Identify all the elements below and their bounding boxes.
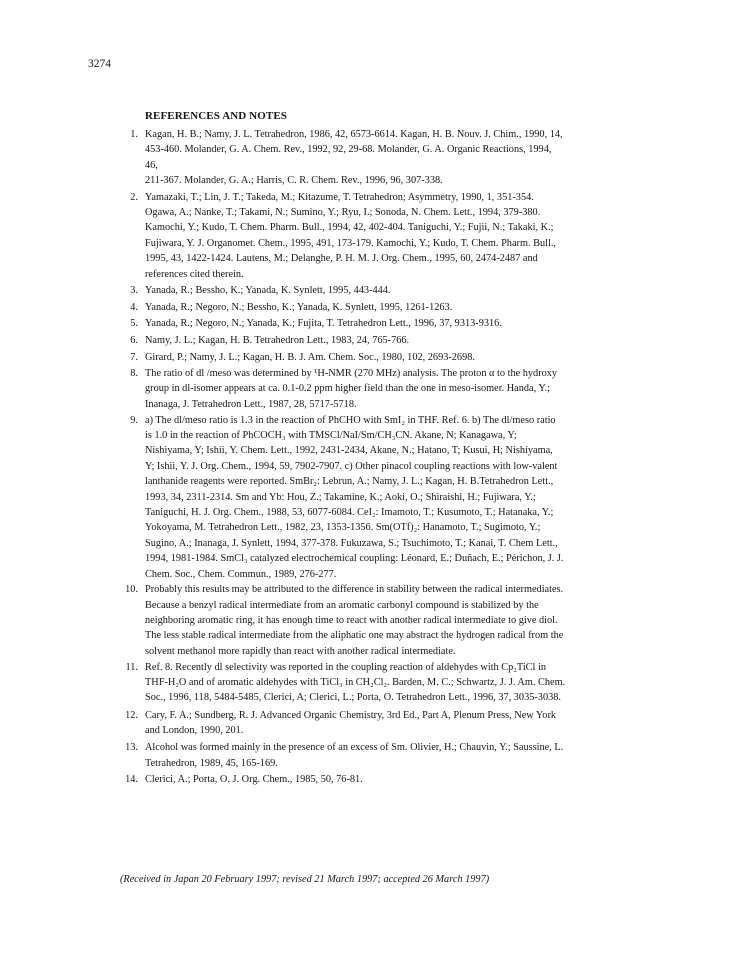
- reference-text: Ref. 8. Recently dl selectivity was reported in the coupling reaction of aldehydes with Cp₂TiCl in THF-H₂O and of aromatic aldehydes with TiCl₃ in CH₂Cl₂. Barden, M. C.; Schwartz, J. J. Am. Chem. Soc., 1996, 118, 5484-5485, Clerici, A; Clerici, L.; Porta, O. Tetrahedron Lett., 1996, 37, 3035-3038.: [145, 661, 566, 704]
- reference-item: [118, 316, 678, 331]
- reference-text: a) The dl/meso ratio is 1.3 in the reaction of PhCHO with SmI₂ in THF. Ref. 6. b) The dl/meso ratio is 1.0 in the reaction of PhCOCH₃ with TMSCl/NaI/Sm/CH₃CN. Akane, N; Kanagawa, Y; Nishiyama, Y; Ishii, Y. Chem. Lett., 1992, 2431-2434, Akane, N.; Hatano, T; Kusui, H; Nishiyama, Y; Ishii, Y. J. Org. Chem., 1994, 59, 7902-7907. c) Other pinacol coupling reactions with low-valent lanthanide reagents were reported. SmBr₂: Lebrun, A.; Namy, J. L.; Kagan, H. B.Tetrahedron Lett., 1993, 34, 2311-2314. Sm and Yb: Hou, Z.; Takamine, K.; Aoki, O.; Shiraishi, H.; Fujiwara, Y.; Taniguchi, H. J. Org. Chem., 1988, 53, 6077-6084. CeI₂: Imamoto, T.; Kusumoto, T.; Hatanaka, Y.; Yokoyama, M. Tetrahedron Lett., 1982, 23, 1353-1356. Sm(OTf)₂: Hanamoto, T.; Sugimoto, Y.; Sugino, A.; Inanaga, J. Synlett, 1994, 377-378. Fukuzawa, S.; Tsuchimoto, T.; Kanai, T. Chem Lett., 1994, 1981-1984. SmCl₃ catalyzed electrochemical coupling: Léonard, E.; Duñach, E.; Périchon, J. J. Chem. Soc., Chem. Commun., 1989, 276-277.: [145, 414, 564, 580]
- reference-number: 1.: [130, 129, 138, 140]
- reference-number: 5.: [130, 318, 138, 330]
- references-heading: REFERENCES AND NOTES: [145, 110, 287, 122]
- reference-text: Yanada, R.; Negoro, N.; Bessho, K.; Yanada, K. Synlett, 1995, 1261-1263.: [145, 301, 453, 313]
- reference-item: [118, 366, 678, 412]
- reference-text: Girard, P.; Namy, J. L.; Kagan, H. B. J. Am. Chem. Soc., 1980, 102, 2693-2698.: [145, 351, 475, 363]
- reference-text: Yanada, R.; Negoro, N.; Yanada, K.; Fujita, T. Tetrahedron Lett., 1996, 37, 9313-9316.: [145, 318, 502, 330]
- page-number: 3274: [88, 58, 111, 70]
- reference-number: 9.: [130, 414, 138, 426]
- reference-number: 11.: [125, 661, 138, 673]
- reference-item: [118, 300, 678, 315]
- reference-text: Namy, J. L.; Kagan, H. B. Tetrahedron Lett., 1983, 24, 765-766.: [145, 335, 410, 347]
- received-dates: (Received in Japan 20 February 1997; revised 21 March 1997; accepted 26 March 1997): [120, 874, 490, 885]
- reference-number: 6.: [130, 335, 138, 347]
- reference-text: Yamazaki, T.; Lin, J. T.; Takeda, M.; Kitazume, T. Tetrahedron; Asymmetry, 1990, 1, 351-354. Ogawa, A.; Nanke, T.; Takami, N.; Sumino, Y.; Ryu, I.; Sonoda, N. Chem. Lett., 1994, 379-380. Kamochi, Y.; Kudo, T. Chem. Pharm. Bull., 1994, 42, 402-404. Taniguchi, Y.; Fujii, N.; Takaki, K.; Fujiwara, Y. J. Organomet. Chem., 1995, 491, 173-179. Kamochi, Y.; Kudo, T. Chem. Pharm. Bull., 1995, 43, 1422-1424. Lautens, M.; Delanghe, P. H. M. J. Org. Chem., 1995, 60, 2474-2487 and references cited therein.: [145, 191, 556, 280]
- reference-text: The ratio of dl /meso was determined by ¹H-NMR (270 MHz) analysis. The proton α to the hydroxy group in dl-isomer appears at ca. 0.1-0.2 ppm higher field than the one in meso-isomer. Handa, Y.; Inanaga, J. Tetrahedron Lett., 1987, 28, 5717-5718.: [145, 367, 558, 410]
- reference-item: [118, 582, 678, 659]
- reference-item: [118, 190, 678, 282]
- reference-item: [118, 708, 678, 739]
- reference-number: 10.: [125, 584, 138, 596]
- reference-text: Clerici, A.; Porta, O. J. Org. Chem., 1985, 50, 76-81.: [145, 774, 363, 786]
- reference-number: 12.: [125, 709, 138, 721]
- reference-number: 2.: [130, 191, 138, 203]
- reference-number: 3.: [130, 285, 138, 297]
- reference-item: [118, 127, 678, 189]
- reference-text: Alcohol was formed mainly in the presence of an excess of Sm. Olivier, H.; Chauvin, Y.; Saussine, L. Tetrahedron, 1989, 45, 165-169.: [145, 742, 564, 769]
- reference-number: 7.: [130, 351, 138, 363]
- reference-item: [118, 740, 678, 771]
- reference-number: 14.: [125, 774, 138, 786]
- reference-number: 4.: [130, 301, 138, 313]
- reference-item: [118, 350, 678, 365]
- reference-text: Yanada, R.; Bessho, K.; Yanada, K. Synlett, 1995, 443-444.: [145, 285, 391, 297]
- reference-item: [118, 660, 678, 706]
- reference-text: Kagan, H. B.; Namy, J. L. Tetrahedron, 1986, 42, 6573-6614. Kagan, H. B. Nouv. J. Chim., 1990, 14, 453-460. Molander, G. A. Chem. Rev., 1992, 92, 29-68. Molander, G. A. Organic Reactions, 1994, 46, 211-367. Molander, G. A.; Harris, C. R. Chem. Rev., 1996, 96, 307-338.: [145, 129, 563, 187]
- references-list: [118, 127, 678, 788]
- reference-item: [118, 772, 678, 787]
- reference-item: [118, 283, 678, 298]
- reference-number: 8.: [130, 367, 138, 379]
- reference-item: [118, 333, 678, 348]
- reference-item: [118, 413, 678, 582]
- reference-text: Probably this results may be attributed to the difference in stability between the radical intermediates. Because a benzyl radical intermediate from an aromatic carbonyl compound is stabilized by the neighboring aromatic ring, it has enough time to react with another radical intermediate to give diol. The less stable radical intermediate from the aliphatic one may abstract the hydrogen radical from the solvent methanol more rapidly than react with another radical intermediate.: [145, 584, 564, 657]
- reference-text: Cary, F. A.; Sundberg, R. J. Advanced Organic Chemistry, 3rd Ed., Part A, Plenum Press, New York and London, 1990, 201.: [145, 709, 557, 737]
- reference-number: 13.: [125, 742, 138, 754]
